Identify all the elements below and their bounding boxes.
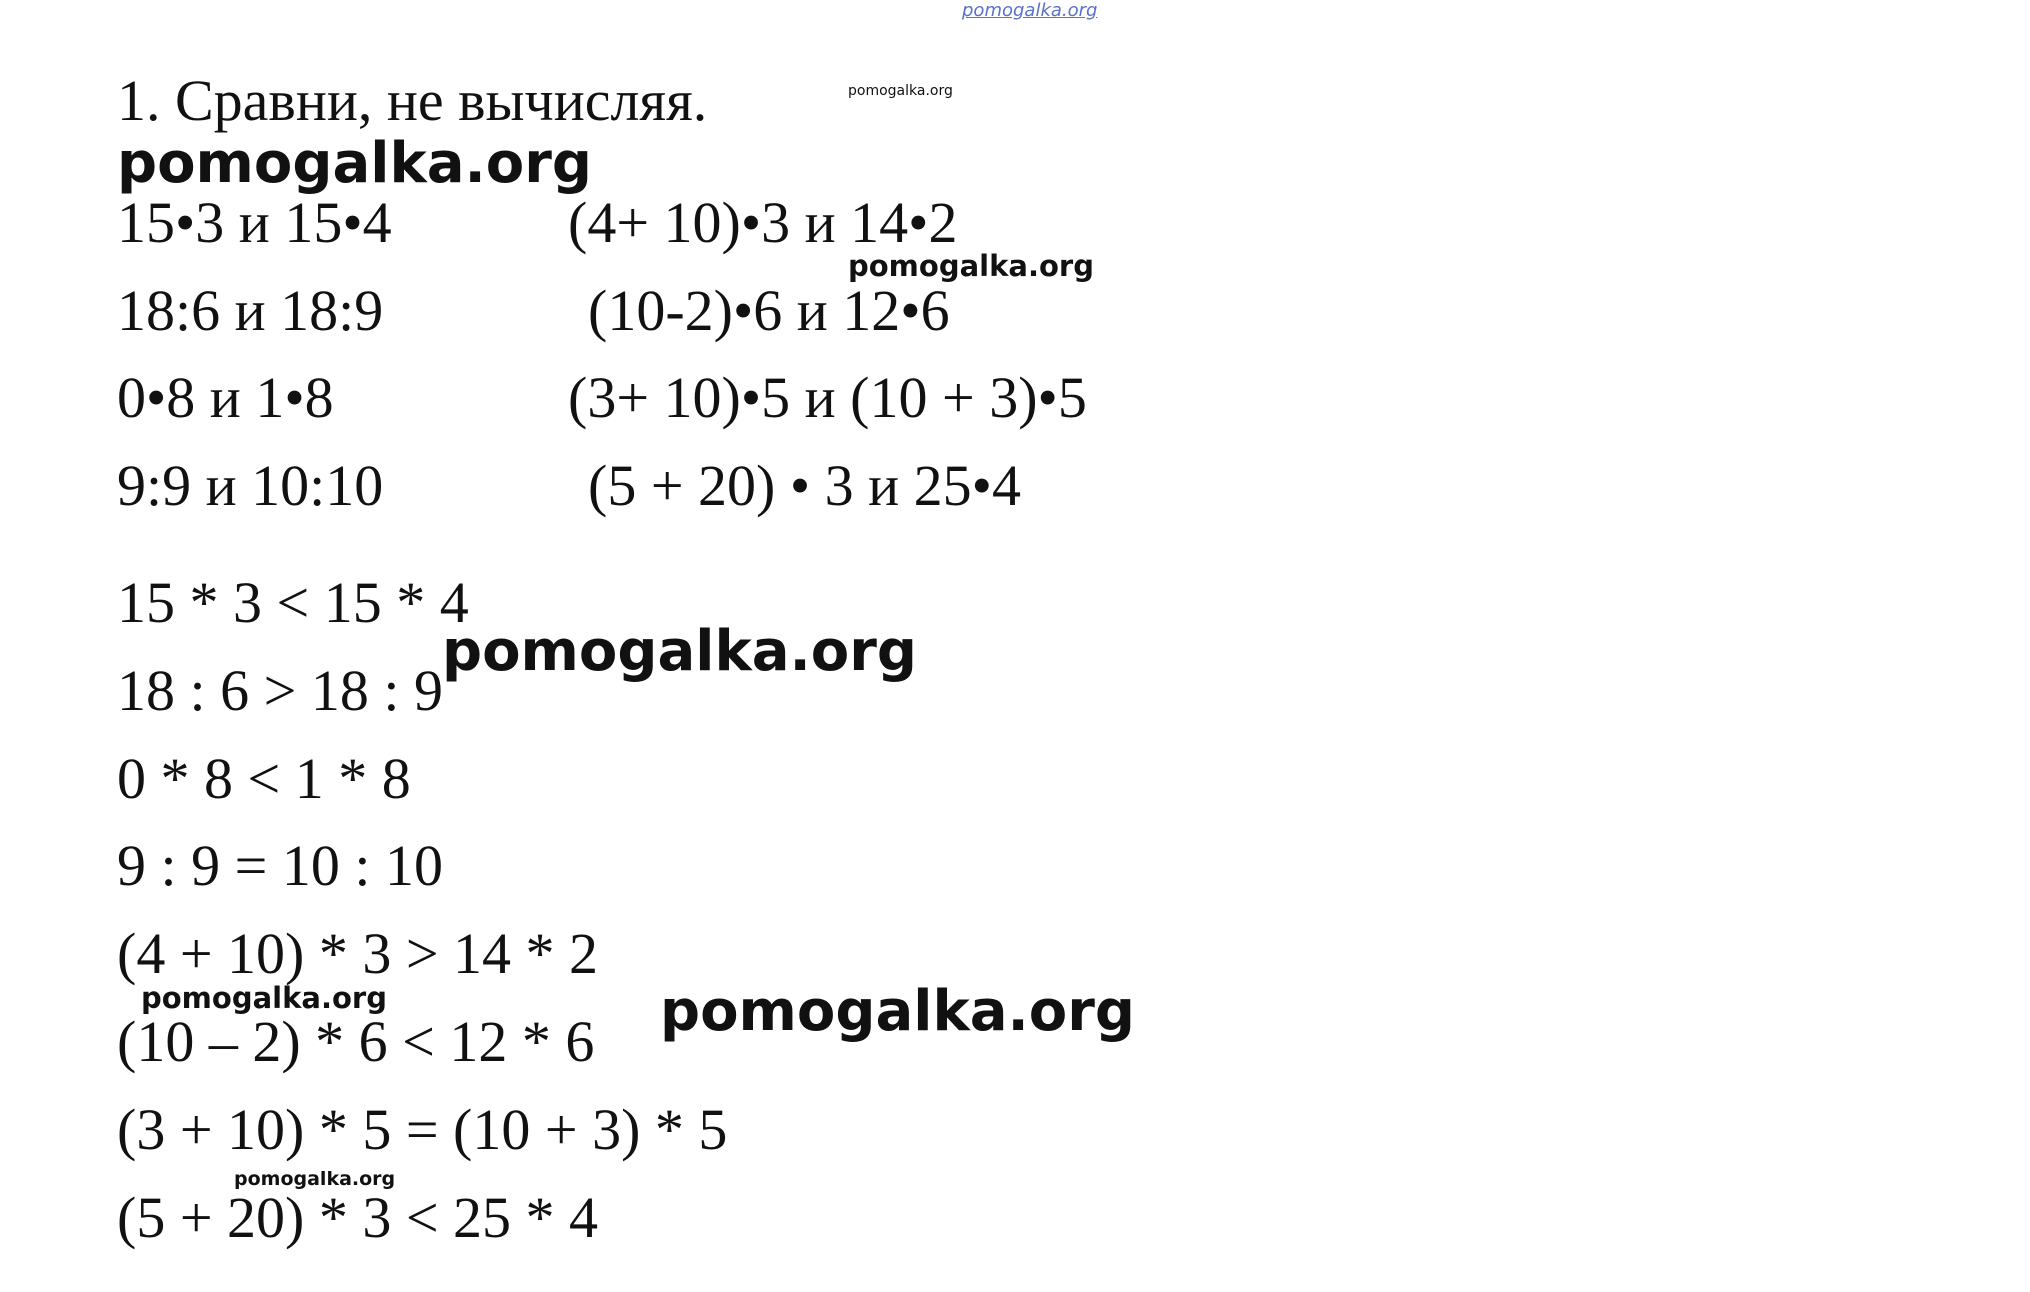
- watermark-left-small: pomogalka.org: [141, 981, 387, 1015]
- watermark-right-big: pomogalka.org: [660, 979, 1135, 1044]
- task-title: 1. Сравни, не вычисляя.: [117, 68, 708, 133]
- task-left-1: 15•3 и 15•4: [117, 190, 392, 255]
- answer-line-4: 9 : 9 = 10 : 10: [117, 833, 443, 898]
- top-watermark-link[interactable]: pomogalka.org: [962, 0, 1098, 21]
- answer-line-2: 18 : 6 > 18 : 9: [117, 658, 443, 723]
- answer-line-1: 15 * 3 < 15 * 4: [117, 570, 469, 635]
- answer-line-3: 0 * 8 < 1 * 8: [117, 746, 411, 811]
- task-left-4: 9:9 и 10:10: [117, 453, 384, 518]
- task-right-2: (10-2)•6 и 12•6: [588, 278, 950, 343]
- task-left-2: 18:6 и 18:9: [117, 278, 384, 343]
- task-left-3: 0•8 и 1•8: [117, 365, 334, 430]
- task-right-1: (4+ 10)•3 и 14•2: [568, 190, 958, 255]
- answer-line-8: (5 + 20) * 3 < 25 * 4: [117, 1185, 599, 1250]
- answer-line-6: (10 – 2) * 6 < 12 * 6: [117, 1009, 595, 1074]
- answer-line-7: (3 + 10) * 5 = (10 + 3) * 5: [117, 1097, 728, 1162]
- task-right-3: (3+ 10)•5 и (10 + 3)•5: [568, 365, 1087, 430]
- watermark-bottom-small: pomogalka.org: [234, 1168, 396, 1190]
- watermark-small-header: pomogalka.org: [848, 83, 953, 99]
- watermark-mid-right: pomogalka.org: [848, 249, 1094, 283]
- answer-line-5: (4 + 10) * 3 > 14 * 2: [117, 921, 599, 986]
- watermark-center-big: pomogalka.org: [442, 619, 917, 684]
- watermark-big-header: pomogalka.org: [117, 131, 592, 196]
- task-right-4: (5 + 20) • 3 и 25•4: [588, 453, 1021, 518]
